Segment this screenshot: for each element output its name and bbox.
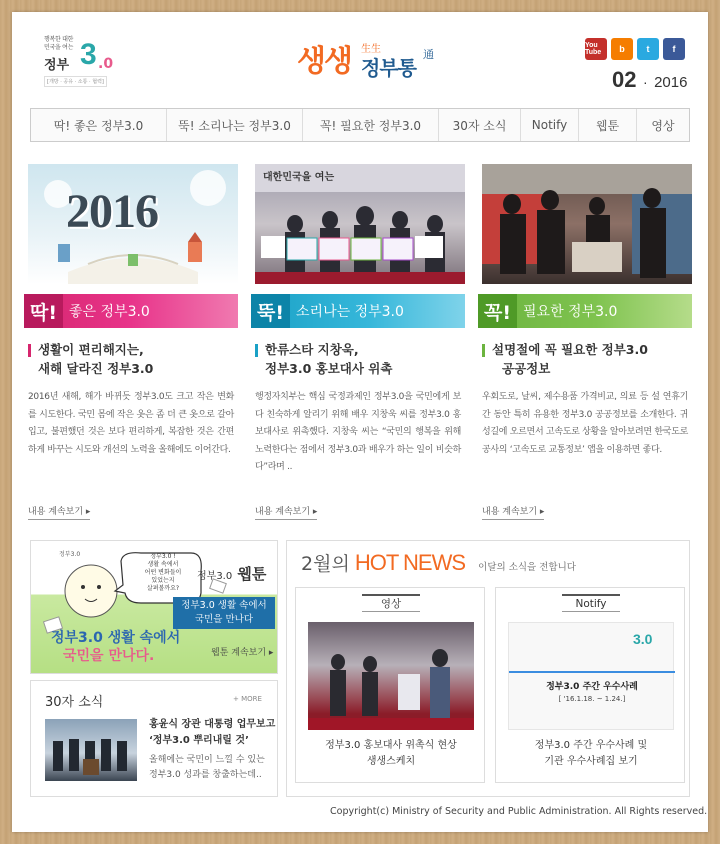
news30-desc-line1: 올해에는 국민이 느낄 수 있는 xyxy=(149,755,265,765)
banner-need-gov[interactable] xyxy=(478,294,692,328)
body-need: 우회도로, 날씨, 제수용품 가격비교, 의료 등 설 연휴기간 동안 특히 유용한 정부3.0 공공정보를 소개한다. 귀성길에 오르면서 고속도로 상황을 알아보려면 한국도로공사의 ‘고속도로 교통정보’ 앱을 이용하면 좋다. xyxy=(482,392,688,455)
notify-caption-line2: 기관 우수사례집 보기 xyxy=(544,756,638,767)
gov-logo-name: 정부 xyxy=(44,58,70,73)
nav-webtoon[interactable]: 웹툰 xyxy=(579,109,637,141)
banner-text-sound: 소리나는 정부3.0 xyxy=(296,304,404,320)
issue-month: 02 xyxy=(612,67,637,92)
body-sound: 행정자치부는 핵심 국정과제인 정부3.0을 국민에게 보다 친숙하게 알리기 위해 배우 지창욱 씨를 정부3.0 홍보대사로 위촉했다. 지창욱 씨는 “국민의 행복을 위해 노력한다는 점에서 정부3.0과 배우가 하는 일이 비슷하다”라며 .. xyxy=(255,392,461,472)
banner-big-sound: 뚝! xyxy=(251,294,290,328)
gov-logo-tags: [개방 · 공유 · 소통 · 협력] xyxy=(44,76,107,87)
video-still xyxy=(308,622,474,730)
webtoon-promo xyxy=(173,597,275,629)
hot-card-notify-tab[interactable]: Notify xyxy=(562,594,620,612)
arrow-right-icon: ▸ xyxy=(539,507,545,517)
newsletter-brand xyxy=(297,34,447,78)
bubble-line3: 어떤 변화들이 xyxy=(144,569,182,576)
character-tag: 정부3.0 xyxy=(59,551,81,558)
webtoon-panel[interactable] xyxy=(30,540,278,674)
bubble-line1: 정부3.0 ! xyxy=(150,553,176,560)
main-nav xyxy=(30,108,690,142)
photo-year-text: 2016 xyxy=(66,185,158,238)
promo-line2: 국민을 만나다 xyxy=(194,614,254,625)
nav-30-news[interactable]: 30자 소식 xyxy=(439,109,521,141)
hot-card-notify-caption xyxy=(496,738,686,770)
webtoon-more-label: 웹툰 계속보기 xyxy=(211,648,267,658)
headline-accent-bar xyxy=(482,344,485,357)
headline-sound[interactable] xyxy=(255,340,465,378)
nav-sound-gov[interactable]: 뚝! 소리나는 정부3.0 xyxy=(167,109,303,141)
more-label: 내용 계속보기 xyxy=(255,507,311,517)
headline-need[interactable] xyxy=(482,340,692,378)
webtoon-title-main: 웹툰 xyxy=(237,565,267,583)
news30-thumbnail[interactable] xyxy=(45,719,137,781)
arrow-right-icon: ▸ xyxy=(268,648,274,658)
bubble-text xyxy=(127,553,199,593)
notify-thumb-title: 정부3.0 주간 우수사례 xyxy=(546,682,638,692)
news30-more-link[interactable]: + MORE xyxy=(233,695,262,703)
body-good: 2016년 새해, 해가 바뀌듯 정부3.0도 크고 작은 변화를 시도한다. 국민 몸에 작은 옷은 좀 더 큰 옷으로 갈아입고, 불편했던 것은 보다 편리하게, 복잡한 것은 간편하게 바꾸는 시도와 개선의 노력을 올해에도 이어간다. xyxy=(28,392,234,455)
notify-thumb-date: [ '16.1.18. ~ 1.24.] xyxy=(558,695,626,703)
bubble-line2: 생활 속에서 xyxy=(147,561,179,568)
feature-good-gov xyxy=(28,164,238,517)
news30-desc xyxy=(149,753,265,783)
headline-good[interactable] xyxy=(28,340,238,378)
hot-card-notify-thumb[interactable] xyxy=(508,622,674,730)
banner-sound-gov[interactable] xyxy=(251,294,465,328)
headline-sound-line2: 정부3.0 홍보대사 위촉 xyxy=(265,361,393,376)
news30-headline[interactable] xyxy=(149,717,275,749)
arrow-right-icon: ▸ xyxy=(85,507,91,517)
hot-news-panel xyxy=(286,540,690,797)
bubble-line5: 살펴볼까요? xyxy=(146,585,180,592)
bubble-line4: 있었는지 xyxy=(151,577,175,584)
news30-headline-line2: ‘정부3.0 뿌리내릴 것’ xyxy=(149,735,249,746)
news30-headline-line1: 홍윤식 장관 대통령 업무보고 xyxy=(149,719,276,730)
blog-icon[interactable]: b xyxy=(611,38,633,60)
copyright-text: Copyright(c) Ministry of Security and Public Administration. All Rights reserved. xyxy=(330,806,708,817)
briefing-photo xyxy=(45,719,137,781)
hot-news-month: 2월의 xyxy=(301,553,350,575)
brand-part1-hanja: 生生 xyxy=(361,44,381,55)
market-photo xyxy=(482,164,692,284)
headline-sound-line1: 한류스타 지창욱, xyxy=(265,342,359,357)
webtoon-more-link[interactable] xyxy=(211,645,273,658)
arrow-right-icon: ▸ xyxy=(312,507,318,517)
issue-date xyxy=(612,67,687,93)
news30-title: 30자 소식 xyxy=(45,695,104,710)
webtoon-art-text xyxy=(51,629,180,665)
brand-part1: 생생 xyxy=(297,44,351,79)
video-caption-line1: 정부3.0 홍보대사 위촉식 현상 xyxy=(325,740,457,751)
webtoon-title xyxy=(197,563,266,584)
feature-sound-gov xyxy=(255,164,465,517)
news30-desc-line2: 정부3.0 성과를 창출하는데.. xyxy=(149,770,262,780)
feature-photo-2016[interactable] xyxy=(28,164,238,284)
gov-logo-0: .0 xyxy=(98,56,114,72)
gov30-logo[interactable] xyxy=(44,36,124,88)
feature-photo-ambassador[interactable] xyxy=(255,164,465,284)
nav-need-gov[interactable]: 꼭! 필요한 정부3.0 xyxy=(303,109,439,141)
headline-need-line2: 공공정보 xyxy=(502,361,551,376)
headline-good-line1: 생활이 편리해지는, xyxy=(38,342,144,357)
twitter-icon[interactable]: t xyxy=(637,38,659,60)
issue-separator: · xyxy=(642,74,648,90)
hot-card-video-thumb[interactable] xyxy=(308,622,474,730)
notify-logo: 3.0 xyxy=(633,631,653,647)
notify-caption-line1: 정부3.0 주간 우수사례 및 xyxy=(534,740,648,751)
hot-card-video-tab[interactable]: 영상 xyxy=(362,594,420,612)
more-link-good[interactable] xyxy=(28,504,90,520)
banner-good-gov[interactable] xyxy=(24,294,238,328)
hot-news-heading xyxy=(301,549,576,576)
brand-part2: 정부통 xyxy=(361,56,416,80)
headline-good-line2: 새해 달라진 정부3.0 xyxy=(38,361,154,376)
banner-text-need: 필요한 정부3.0 xyxy=(523,304,618,320)
photo-caption-text: 대한민국을 여는 xyxy=(263,172,335,183)
news30-panel xyxy=(30,680,278,797)
promo-line1: 정부3.0 생활 속에서 xyxy=(181,600,267,611)
nav-notify[interactable]: Notify xyxy=(521,109,579,141)
hot-news-subtitle: 이달의 소식을 전합니다 xyxy=(478,562,576,573)
headline-accent-bar xyxy=(28,344,31,357)
more-link-sound[interactable] xyxy=(255,504,317,520)
gov-logo-tagline: 행복한 대한민국을 여는 xyxy=(44,36,74,51)
banner-big-good: 딱! xyxy=(24,294,63,328)
social-links xyxy=(585,38,685,60)
more-label: 내용 계속보기 xyxy=(482,507,538,517)
youtube-icon[interactable]: You Tube xyxy=(585,38,607,60)
issue-year: 2016 xyxy=(654,74,688,91)
nav-good-gov[interactable]: 딱! 좋은 정부3.0 xyxy=(31,109,167,141)
hot-card-video[interactable] xyxy=(295,587,485,783)
art-line1: 정부3.0 생활 속에서 xyxy=(51,630,181,646)
art-line2: 국민을 만나다. xyxy=(63,648,155,664)
more-link-need[interactable] xyxy=(482,504,544,520)
headline-accent-bar xyxy=(255,344,258,357)
nav-video[interactable]: 영상 xyxy=(651,118,675,133)
feature-photo-market[interactable] xyxy=(482,164,692,284)
notify-rule xyxy=(509,671,675,673)
hot-card-video-caption xyxy=(296,738,486,770)
banner-big-need: 꼭! xyxy=(478,294,517,328)
banner-text-good: 좋은 정부3.0 xyxy=(69,304,150,320)
hot-card-notify[interactable] xyxy=(495,587,685,783)
brand-part2-hanja: 通 xyxy=(423,48,434,61)
feature-need-gov xyxy=(482,164,692,517)
facebook-icon[interactable]: f xyxy=(663,38,685,60)
more-label: 내용 계속보기 xyxy=(28,507,84,517)
gov-logo-3: 3 xyxy=(80,38,97,71)
headline-need-line1: 설명절에 꼭 필요한 정부3.0 xyxy=(492,342,648,357)
webtoon-title-prefix: 정부3.0 xyxy=(197,571,233,582)
hot-news-title: HOT NEWS xyxy=(354,550,466,575)
video-caption-line2: 생생스케치 xyxy=(366,756,416,767)
